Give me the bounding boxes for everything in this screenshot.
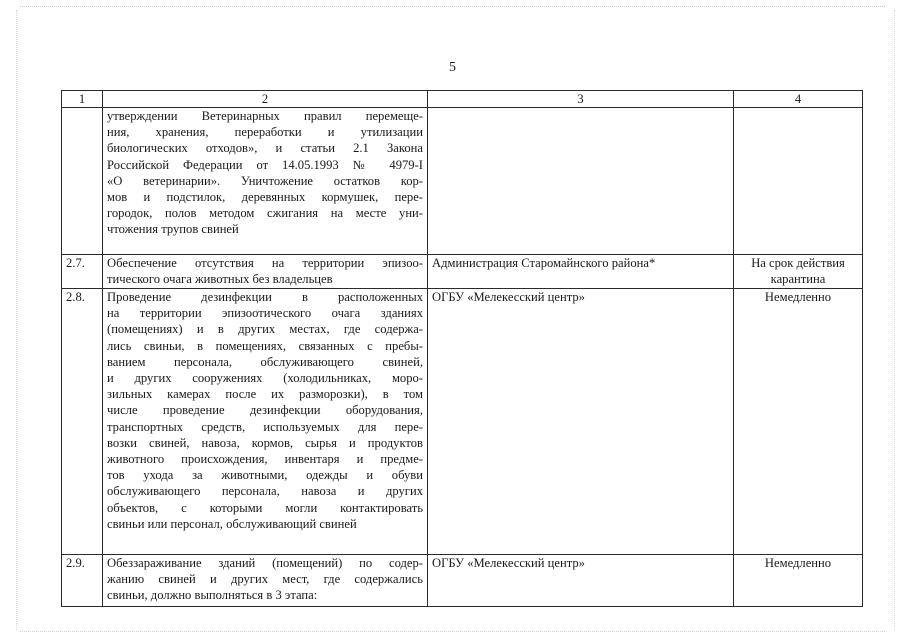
text-line: животного происхождения, инвентаря и предме-: [107, 452, 423, 467]
scan-edge-right: [894, 10, 895, 630]
term: [734, 555, 863, 607]
table-row-2-8: [62, 289, 863, 555]
text-line: (помещениях) и в других местах, где содержа-: [107, 322, 423, 337]
text-line: и других сооружениях (холодильниках, моро-: [107, 371, 423, 386]
table-row-2-9: [62, 555, 863, 607]
term-line: карантина: [770, 272, 826, 287]
text-line: мов и подстилок, деревянных кормушек, пере-: [107, 190, 423, 205]
term-line: На срок действия: [751, 256, 845, 270]
measure-text: [103, 289, 428, 555]
term: [734, 108, 863, 255]
scan-edge-top: [20, 6, 885, 7]
executor: ОГБУ «Мелекесский центр»: [428, 289, 734, 555]
text-line: биологических отходов», и статьи 2.1 Закона: [107, 141, 423, 156]
text-line: тов ухода за животными, одежды и обуви: [107, 468, 423, 483]
measure-text: [103, 255, 428, 289]
row-number: 2.8.: [62, 289, 103, 555]
text-line: свиньи или персонал, обслуживающий свиней: [107, 516, 357, 531]
text-line: обслуживающего персонала, навоза и других: [107, 484, 423, 499]
table-row-continuation: [62, 108, 863, 255]
measure-text: [103, 108, 428, 255]
text-line: свиньи, должно выполняться в 3 этапа:: [107, 588, 318, 603]
measures-table: [61, 90, 863, 607]
column-header-4: 4: [734, 91, 863, 108]
term-line: Немедленно: [764, 556, 832, 570]
text-line: чтожения трупов свиней: [107, 222, 239, 237]
term: [734, 255, 863, 289]
text-line: «О ветеринарии». Уничтожение остатков кор-: [107, 173, 423, 188]
scan-edge-left: [16, 10, 17, 630]
row-number: [62, 108, 103, 255]
scan-edge-bottom: [20, 631, 885, 632]
text-line: зильных камерах после их разморозки), в том: [107, 387, 423, 402]
term: [734, 289, 863, 555]
column-header-2: 2: [103, 91, 428, 108]
text-line: Российской Федерации от 14.05.1993 № 4979-I: [107, 157, 423, 172]
column-header-3: 3: [428, 91, 734, 108]
text-line: утверждении Ветеринарных правил перемеще-: [107, 109, 423, 123]
page-number: 5: [449, 60, 456, 75]
text-line: возки свиней, навоза, кормов, сырья и продуктов: [107, 435, 423, 450]
text-line: лись свиньи, в помещениях, связанных с пребы-: [107, 338, 423, 353]
table-header-row: [62, 91, 863, 108]
text-line: объектов, с которыми могли контактировать: [107, 500, 423, 515]
text-line: Проведение дезинфекции в расположенных: [107, 290, 423, 304]
text-line: жанию свиней и других мест, где содержались: [107, 572, 423, 587]
executor: ОГБУ «Мелекесский центр»: [428, 555, 734, 607]
text-line: на территории эпизоотического очага зданиях: [107, 306, 423, 321]
text-line: числе проведение дезинфекции оборудования,: [107, 403, 423, 418]
term-line: Немедленно: [764, 290, 832, 304]
text-line: ванием персонала, обслуживающего свиней,: [107, 354, 423, 369]
text-line: Обеззараживание зданий (помещений) по содер-: [107, 556, 423, 570]
text-line: транспортных средств, используемых для пере-: [107, 419, 423, 434]
text-line: ния, хранения, переработки и утилизации: [107, 125, 423, 140]
row-number: 2.7.: [62, 255, 103, 289]
executor: [428, 108, 734, 255]
text-line: тического очага животных без владельцев: [107, 272, 333, 287]
column-header-1: 1: [62, 91, 103, 108]
measure-text: [103, 555, 428, 607]
text-line: городок, полов методом сжигания на месте уни-: [107, 206, 423, 221]
row-number: 2.9.: [62, 555, 103, 607]
text-line: Обеспечение отсутствия на территории эпизоо-: [107, 256, 423, 270]
table-row-2-7: [62, 255, 863, 289]
executor: Администрация Старомайнского района*: [428, 255, 734, 289]
